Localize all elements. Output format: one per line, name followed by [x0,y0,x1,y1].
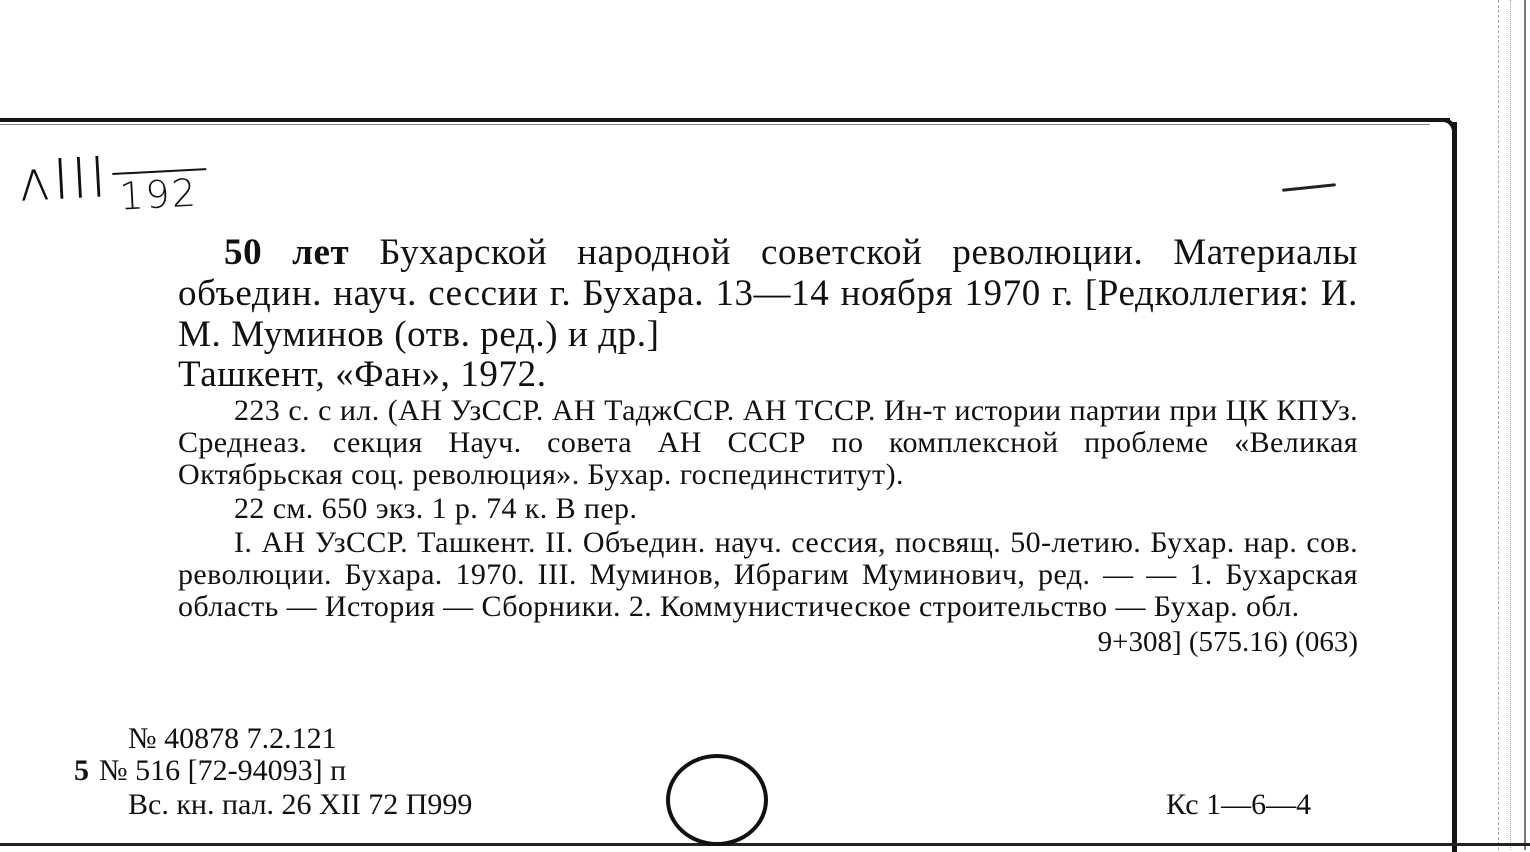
footer-order-rest: № 516 [72-94093] п [99,754,347,787]
entry-title-rest: Бухарской народной советской революции. Материалы объедин. науч. сессии г. Бухара. 13—14 ноября 1970 г. [Редколлегия: И. М. Муминов (отв. ред.) и др.] [178,232,1358,355]
stamp-circle [666,754,768,846]
footer-code: Кс 1—6—4 [1166,788,1312,821]
card-top-edge [0,118,1450,122]
card-right-edge [1452,122,1457,852]
card-top-inner-edge [0,124,1430,125]
call-number-main: ʌIII [16,145,110,215]
card-bottom-edge [0,843,1530,846]
footer-order-bold: 5 [74,754,89,787]
entry-physical: 22 см. 650 экз. 1 р. 74 к. В пер. [234,492,638,525]
call-number-sub: 192 [112,168,209,219]
handwritten-call-number [16,140,208,219]
entry-imprint: Ташкент, «Фан», 1972. [178,354,547,395]
entry-classification: 9+308] (575.16) (063) [1097,626,1358,658]
pencil-mark [1282,183,1336,192]
margin-line [1524,0,1526,850]
entry-description: 223 с. с ил. (АН УзССР. АН ТаджССР. АН ТССР. Ин-т истории партии при ЦК КПУз. Среднеаз. секция Науч. совета АН СССР по комплексной проблеме «Великая Октябрьская соц. революция». Бухар. госпединститут). [178,394,1358,491]
catalog-entry [178,232,1358,659]
margin-line [1498,0,1499,850]
footer-chamber: Вс. кн. пал. 26 XII 72 П999 [128,788,473,821]
entry-title [178,232,1358,355]
entry-title-bold: 50 лет [224,232,350,273]
entry-tracings: I. АН УзССР. Ташкент. II. Объедин. науч. сессия, посвящ. 50-летию. Бухар. нар. сов. революции. Бухара. 1970. III. Муминов, Ибрагим Муминович, ред. — — 1. Бухарская область — История — Сборники. 2. Коммунистическое строительство — Бухар. обл. [178,526,1358,623]
margin-line [1510,0,1511,850]
footer-order [74,754,346,788]
footer-number: № 40878 7.2.121 [128,722,337,755]
